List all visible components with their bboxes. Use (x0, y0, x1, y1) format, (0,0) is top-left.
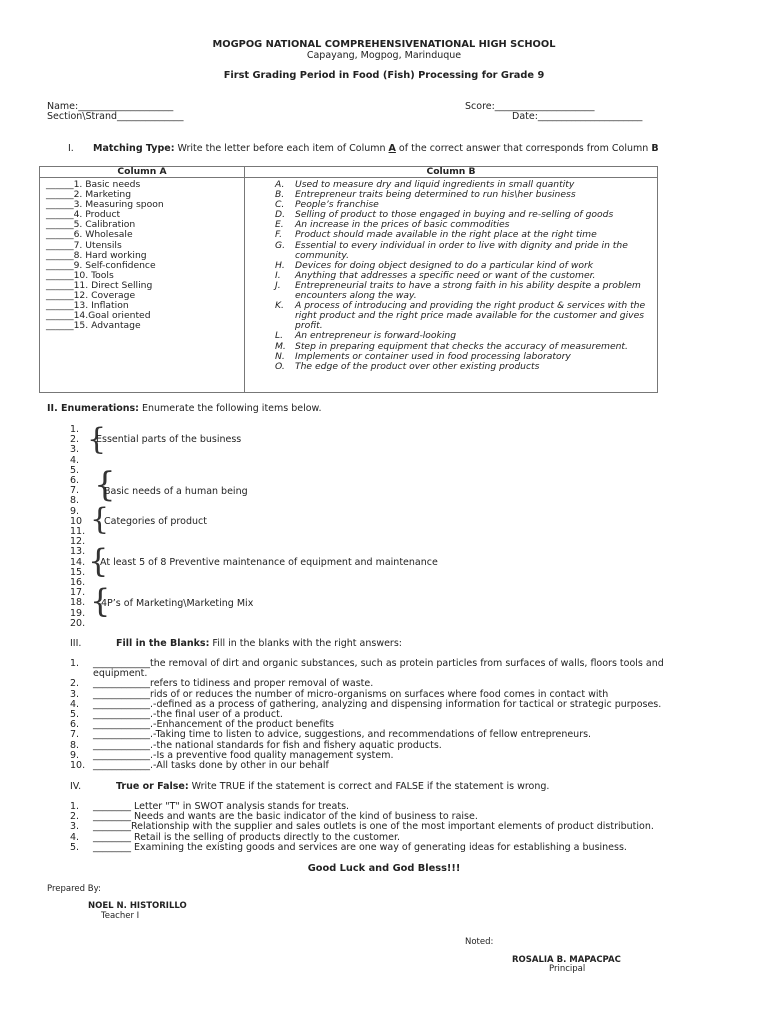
enumeration-number: 17. (70, 587, 86, 599)
column-b-text: A process of introducing and providing the right product & services with the right product and the right price made available for the customer and gives profit. (295, 300, 646, 332)
column-b-text: People’s franchise (295, 199, 379, 211)
fill-blank-number: 8. (70, 739, 80, 751)
true-false-text: ________ Letter "T" in SWOT analysis stands for treats. (93, 801, 350, 812)
enumeration-number: 18. (70, 597, 86, 609)
true-false-item (70, 843, 627, 853)
name-field: Name:____________________ (47, 101, 174, 112)
enum-brace-3: { (90, 502, 110, 537)
matching-instruction-pre: Write the letter before each item of Column (174, 143, 389, 154)
column-a-item: ______13. Inflation (46, 300, 129, 312)
enumeration-number: 6. (70, 475, 80, 486)
column-b-letter: B. (275, 189, 285, 201)
column-a-item: ______4. Product (46, 209, 121, 221)
column-b-letter: G. (275, 239, 286, 251)
enumeration-title: II. Enumerations: (47, 403, 139, 414)
column-a-letter: A (388, 143, 396, 154)
column-b-text: Essential to every individual in order to live with dignity and pride in the community. (295, 239, 628, 261)
fill-blank-text: ____________.-Taking time to listen to advice, suggestions, and recommendations of fellow entrepreneurs. (93, 729, 592, 741)
fill-blank-number: 6. (70, 719, 80, 731)
true-false-number: 4. (70, 831, 80, 843)
school-address: Capayang, Mogpog, Marinduque (306, 50, 462, 61)
enumeration-number: 2. (70, 434, 80, 446)
fill-blanks-number: III. (70, 638, 82, 649)
preparer-name: NOEL N. HISTORILLO (88, 901, 187, 911)
column-b-letter: M. (275, 340, 286, 352)
fill-blank-number: 1. (70, 658, 80, 669)
column-b-item (245, 331, 657, 341)
column-b-letter: H. (275, 259, 285, 271)
column-b-text: Step in preparing equipment that checks the accuracy of measurement. (295, 340, 628, 352)
matching-title: Matching Type: (93, 143, 175, 154)
column-b-header: Column B (245, 167, 658, 178)
enumeration-number: 8. (70, 495, 80, 507)
fill-blank-text: ____________.-the final user of a product. (93, 709, 283, 720)
fill-blank-item (70, 659, 664, 669)
column-b-letter: D. (275, 209, 285, 221)
true-false-number: 2. (70, 811, 80, 823)
column-a-item: ______10. Tools (46, 269, 114, 281)
column-b-letter: C. (275, 199, 285, 211)
true-false-number: 1. (70, 801, 80, 812)
fill-blank-number: 9. (70, 749, 80, 761)
column-b-letter: J. (275, 279, 281, 291)
enum-group-human-needs: Basic needs of a human being (104, 486, 248, 497)
column-b-text: Used to measure dry and liquid ingredients in small quantity (295, 179, 575, 190)
enumeration-number: 19. (70, 607, 86, 619)
fill-blank-number: 5. (70, 709, 80, 720)
fill-blank-text: ____________the removal of dirt and organic substances, such as protein particles from surfaces of walls, floors tools and (93, 658, 664, 669)
true-false-title: True or False: (116, 781, 189, 792)
enum-group-product: Categories of product (104, 516, 207, 527)
column-b-text: An increase in the prices of basic commodities (295, 219, 510, 231)
fill-blank-text: ____________.-All tasks done by other in our behalf (93, 760, 329, 771)
enumeration-number: 7. (70, 485, 80, 497)
true-false-number: IV. (70, 781, 82, 792)
noter-name: ROSALIA B. MAPACPAC (512, 955, 621, 965)
fill-blank-item (70, 761, 329, 771)
matching-table (39, 166, 658, 393)
column-b-letter: K. (275, 300, 284, 312)
section-field: Section\Strand______________ (47, 111, 184, 122)
column-a-item: ______8. Hard working (46, 249, 147, 261)
column-b-letter: E. (275, 219, 284, 231)
true-false-instruction: Write TRUE if the statement is correct and FALSE if the statement is wrong. (188, 781, 550, 792)
prepared-by-label: Prepared By: (47, 884, 101, 894)
column-a-item: ______5. Calibration (46, 219, 136, 231)
column-b-text: An entrepreneur is forward-looking (295, 330, 457, 342)
true-false-text: ________ Retail is the selling of products directly to the customer. (93, 831, 401, 843)
noted-label: Noted: (465, 937, 494, 947)
column-b-list (245, 178, 658, 393)
score-field: Score:_____________________ (465, 101, 595, 112)
true-false-text: ________ Needs and wants are the basic indicator of the kind of business to raise. (93, 811, 478, 823)
column-b-text: Anything that addresses a specific need or want of the customer. (295, 269, 596, 281)
column-b-text: Entrepreneurial traits to have a strong faith in his ability despite a problem encounters along the way. (295, 279, 641, 302)
enum-brace-1: { (87, 422, 107, 457)
column-b-item (245, 301, 657, 331)
fill-blank-text: ____________.-the national standards for fish and fishery aquatic products. (93, 739, 442, 751)
fill-blank-number: 3. (70, 688, 80, 700)
column-a-item: ______3. Measuring spoon (46, 199, 164, 211)
column-b-item (245, 281, 657, 301)
true-false-text: ________ Examining the existing goods and services are one way of generating ideas for establishing a business. (93, 841, 627, 853)
preparer-title: Teacher I (101, 911, 140, 921)
exam-title: First Grading Period in Food (Fish) Processing for Grade 9 (223, 70, 545, 81)
enumeration-number: 11. (70, 526, 86, 537)
enumeration-number: 13. (70, 546, 86, 558)
enum-brace-2: { (94, 465, 116, 505)
fill-blank-number: 4. (70, 698, 80, 710)
column-b-letter: F. (275, 229, 283, 241)
fill-blanks-instruction: Fill in the blanks with the right answers: (209, 638, 402, 649)
date-field: Date:______________________ (512, 111, 643, 122)
matching-instruction (93, 143, 659, 154)
enumeration-number: 9. (70, 505, 80, 517)
column-a-item: ______11. Direct Selling (46, 279, 153, 291)
enum-group-maintenance: At least 5 of 8 Preventive maintenance of equipment and maintenance (100, 557, 438, 568)
column-a-item: ______2. Marketing (46, 189, 132, 201)
enumeration-number: 16. (70, 577, 86, 588)
enumeration-number: 3. (70, 444, 80, 456)
enumeration-number: 12. (70, 536, 86, 548)
fill-blank-text: ____________.-Is a preventive food quality management system. (93, 749, 394, 761)
fill-blank-text: ____________rids of or reduces the number of micro-organisms on surfaces where food comes in contact with (93, 688, 609, 700)
column-b-letter: B (651, 143, 659, 154)
true-false-number: 3. (70, 821, 80, 833)
column-b-item (245, 362, 657, 372)
fill-blank-text: equipment. (93, 668, 148, 680)
column-b-text: Product should made available in the right place at the right time (295, 229, 597, 241)
column-b-text: Entrepreneur traits being determined to run his\her business (295, 189, 576, 201)
column-b-letter: O. (275, 360, 285, 372)
closing-message: Good Luck and God Bless!!! (307, 863, 461, 874)
fill-blanks-heading (116, 638, 402, 649)
column-b-letter: L. (275, 330, 284, 342)
fill-blank-number: 2. (70, 678, 80, 690)
fill-blank-number: 10. (70, 760, 86, 771)
enumeration-heading (47, 403, 321, 414)
true-false-number: 5. (70, 841, 80, 853)
enumeration-number: 14. (70, 556, 86, 568)
enumeration-number: 1. (70, 424, 80, 435)
enum-group-business: Essential parts of the business (96, 434, 242, 445)
fill-blank-text: ____________.-Enhancement of the product benefits (93, 719, 335, 731)
fill-blank-number: 7. (70, 729, 80, 741)
fill-blanks-title: Fill in the Blanks: (116, 638, 210, 649)
school-name: MOGPOG NATIONAL COMPREHENSIVENATIONAL HIGH SCHOOL (212, 39, 556, 50)
column-b-item (245, 241, 657, 261)
fill-blank-text: ____________.-defined as a process of gathering, analyzing and dispensing information for tactical or strategic purposes. (93, 698, 662, 710)
column-b-text: Implements or container used in food processing laboratory (295, 350, 571, 362)
column-b-letter: A. (275, 179, 285, 190)
true-false-heading (116, 781, 549, 792)
column-a-item: ______1. Basic needs (46, 179, 141, 190)
column-a-item: ______9. Self-confidence (46, 259, 156, 271)
column-b-text: Selling of product to those engaged in buying and re-selling of goods (295, 209, 614, 221)
fill-blank-text: ____________refers to tidiness and proper removal of waste. (93, 678, 374, 690)
true-false-text: ________Relationship with the supplier and sales outlets is one of the most important elements of product distribution. (93, 821, 654, 833)
column-a-item: ______12. Coverage (46, 290, 136, 302)
enum-brace-4: { (88, 542, 109, 580)
column-a-list (40, 178, 245, 393)
column-b-letter: N. (275, 350, 285, 362)
noter-title: Principal (549, 964, 586, 974)
enum-brace-5: { (90, 582, 111, 620)
column-b-text: Devices for doing object designed to do a particular kind of work (295, 259, 594, 271)
enumeration-number: 10 (70, 515, 83, 527)
matching-instruction-mid: of the correct answer that corresponds from Column (395, 143, 652, 154)
enumeration-instruction: Enumerate the following items below. (138, 403, 322, 414)
column-a-item: ______14.Goal oriented (46, 310, 151, 322)
column-a-item: ______6. Wholesale (46, 229, 133, 241)
matching-number: I. (68, 143, 74, 154)
column-b-letter: I. (275, 269, 281, 281)
enum-group-marketing-mix: 4P’s of Marketing\Marketing Mix (101, 598, 254, 609)
column-a-item: ______7. Utensils (46, 239, 122, 251)
enumeration-number: 4. (70, 454, 80, 466)
column-a-header: Column A (40, 167, 245, 178)
enumeration-number: 15. (70, 566, 86, 578)
column-b-text: The edge of the product over other existing products (295, 360, 540, 372)
enumeration-number: 5. (70, 464, 80, 476)
column-a-item: ______15. Advantage (46, 320, 141, 332)
enumeration-number: 20. (70, 617, 86, 629)
